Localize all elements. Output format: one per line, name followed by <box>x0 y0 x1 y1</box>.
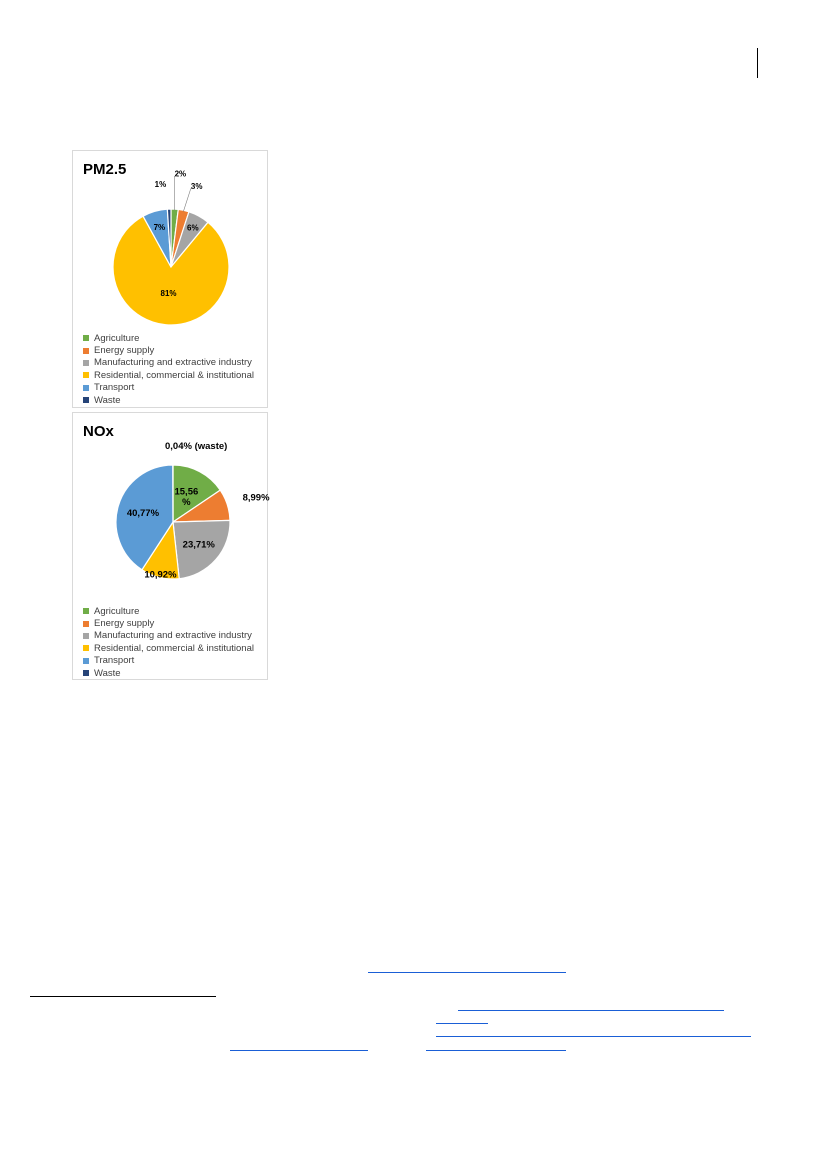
footnote-separator <box>30 996 216 997</box>
legend-swatch <box>83 670 89 676</box>
legend-item-transport <box>83 382 254 394</box>
legend-label: Transport <box>94 382 135 394</box>
legend-swatch <box>83 335 89 341</box>
chart-title: NOx <box>83 423 114 440</box>
header-rule <box>757 48 758 78</box>
leader-line-energy-supply <box>183 189 193 212</box>
legend-item-agriculture <box>83 332 254 344</box>
legend-item-manufacturing-and-extractive-industry <box>83 630 254 642</box>
legend-item-energy-supply <box>83 344 254 356</box>
legend-swatch <box>83 372 89 378</box>
legend-label: Residential, commercial & institutional <box>94 642 254 654</box>
footnote-link-underline[interactable] <box>230 1050 368 1051</box>
footnote-link-underline[interactable] <box>368 972 566 973</box>
legend-swatch <box>83 360 89 366</box>
pm25-pie-chart <box>72 150 268 408</box>
data-label-agriculture: 15,56 % <box>174 486 199 508</box>
data-label-transport: 40,77% <box>126 507 160 519</box>
legend-label: Agriculture <box>94 605 140 617</box>
legend-label: Manufacturing and extractive industry <box>94 630 252 642</box>
pm25-legend <box>83 332 254 406</box>
legend-label: Agriculture <box>94 332 140 344</box>
legend-swatch <box>83 621 89 627</box>
legend-swatch <box>83 397 89 403</box>
data-label-waste: 1% <box>154 179 167 189</box>
data-label-manufacturing-and-extractive-industry: 23,71% <box>182 538 215 550</box>
footnote-link-underline[interactable] <box>426 1050 566 1051</box>
data-label-residential-commercial-institutional: 81% <box>160 288 177 298</box>
footnote-link-underline[interactable] <box>436 1036 751 1037</box>
legend-item-manufacturing-and-extractive-industry <box>83 357 254 369</box>
footnote-link-underline[interactable] <box>458 1010 724 1011</box>
waste-annotation: 0,04% (waste) <box>165 441 228 452</box>
footnote-link-underline[interactable] <box>436 1023 488 1024</box>
legend-swatch <box>83 385 89 391</box>
legend-swatch <box>83 348 89 354</box>
legend-label: Waste <box>94 667 121 679</box>
data-label-residential-commercial-institutional: 10,92% <box>144 569 177 581</box>
data-label-energy-supply: 8,99% <box>242 491 270 503</box>
legend-item-waste <box>83 394 254 406</box>
legend-label: Transport <box>94 655 135 667</box>
legend-item-residential-commercial-institutional <box>83 369 254 381</box>
legend-item-agriculture <box>83 605 254 617</box>
nox-pie-chart <box>72 412 268 680</box>
legend-label: Residential, commercial & institutional <box>94 369 254 381</box>
legend-swatch <box>83 608 89 614</box>
legend-swatch <box>83 645 89 651</box>
leader-line-agriculture <box>174 176 177 210</box>
legend-item-energy-supply <box>83 617 254 629</box>
legend-item-waste <box>83 667 254 679</box>
chart-title: PM2.5 <box>83 161 127 178</box>
data-label-transport: 7% <box>153 222 166 232</box>
nox-legend <box>83 605 254 679</box>
legend-label: Energy supply <box>94 618 155 630</box>
data-label-energy-supply: 3% <box>190 181 203 191</box>
legend-item-transport <box>83 655 254 667</box>
data-label-agriculture: 2% <box>174 168 187 178</box>
data-label-manufacturing-and-extractive-industry: 6% <box>187 222 199 232</box>
legend-label: Manufacturing and extractive industry <box>94 357 252 369</box>
legend-label: Energy supply <box>94 345 155 357</box>
legend-swatch <box>83 633 89 639</box>
legend-swatch <box>83 658 89 664</box>
legend-label: Waste <box>94 394 121 406</box>
legend-item-residential-commercial-institutional <box>83 642 254 654</box>
